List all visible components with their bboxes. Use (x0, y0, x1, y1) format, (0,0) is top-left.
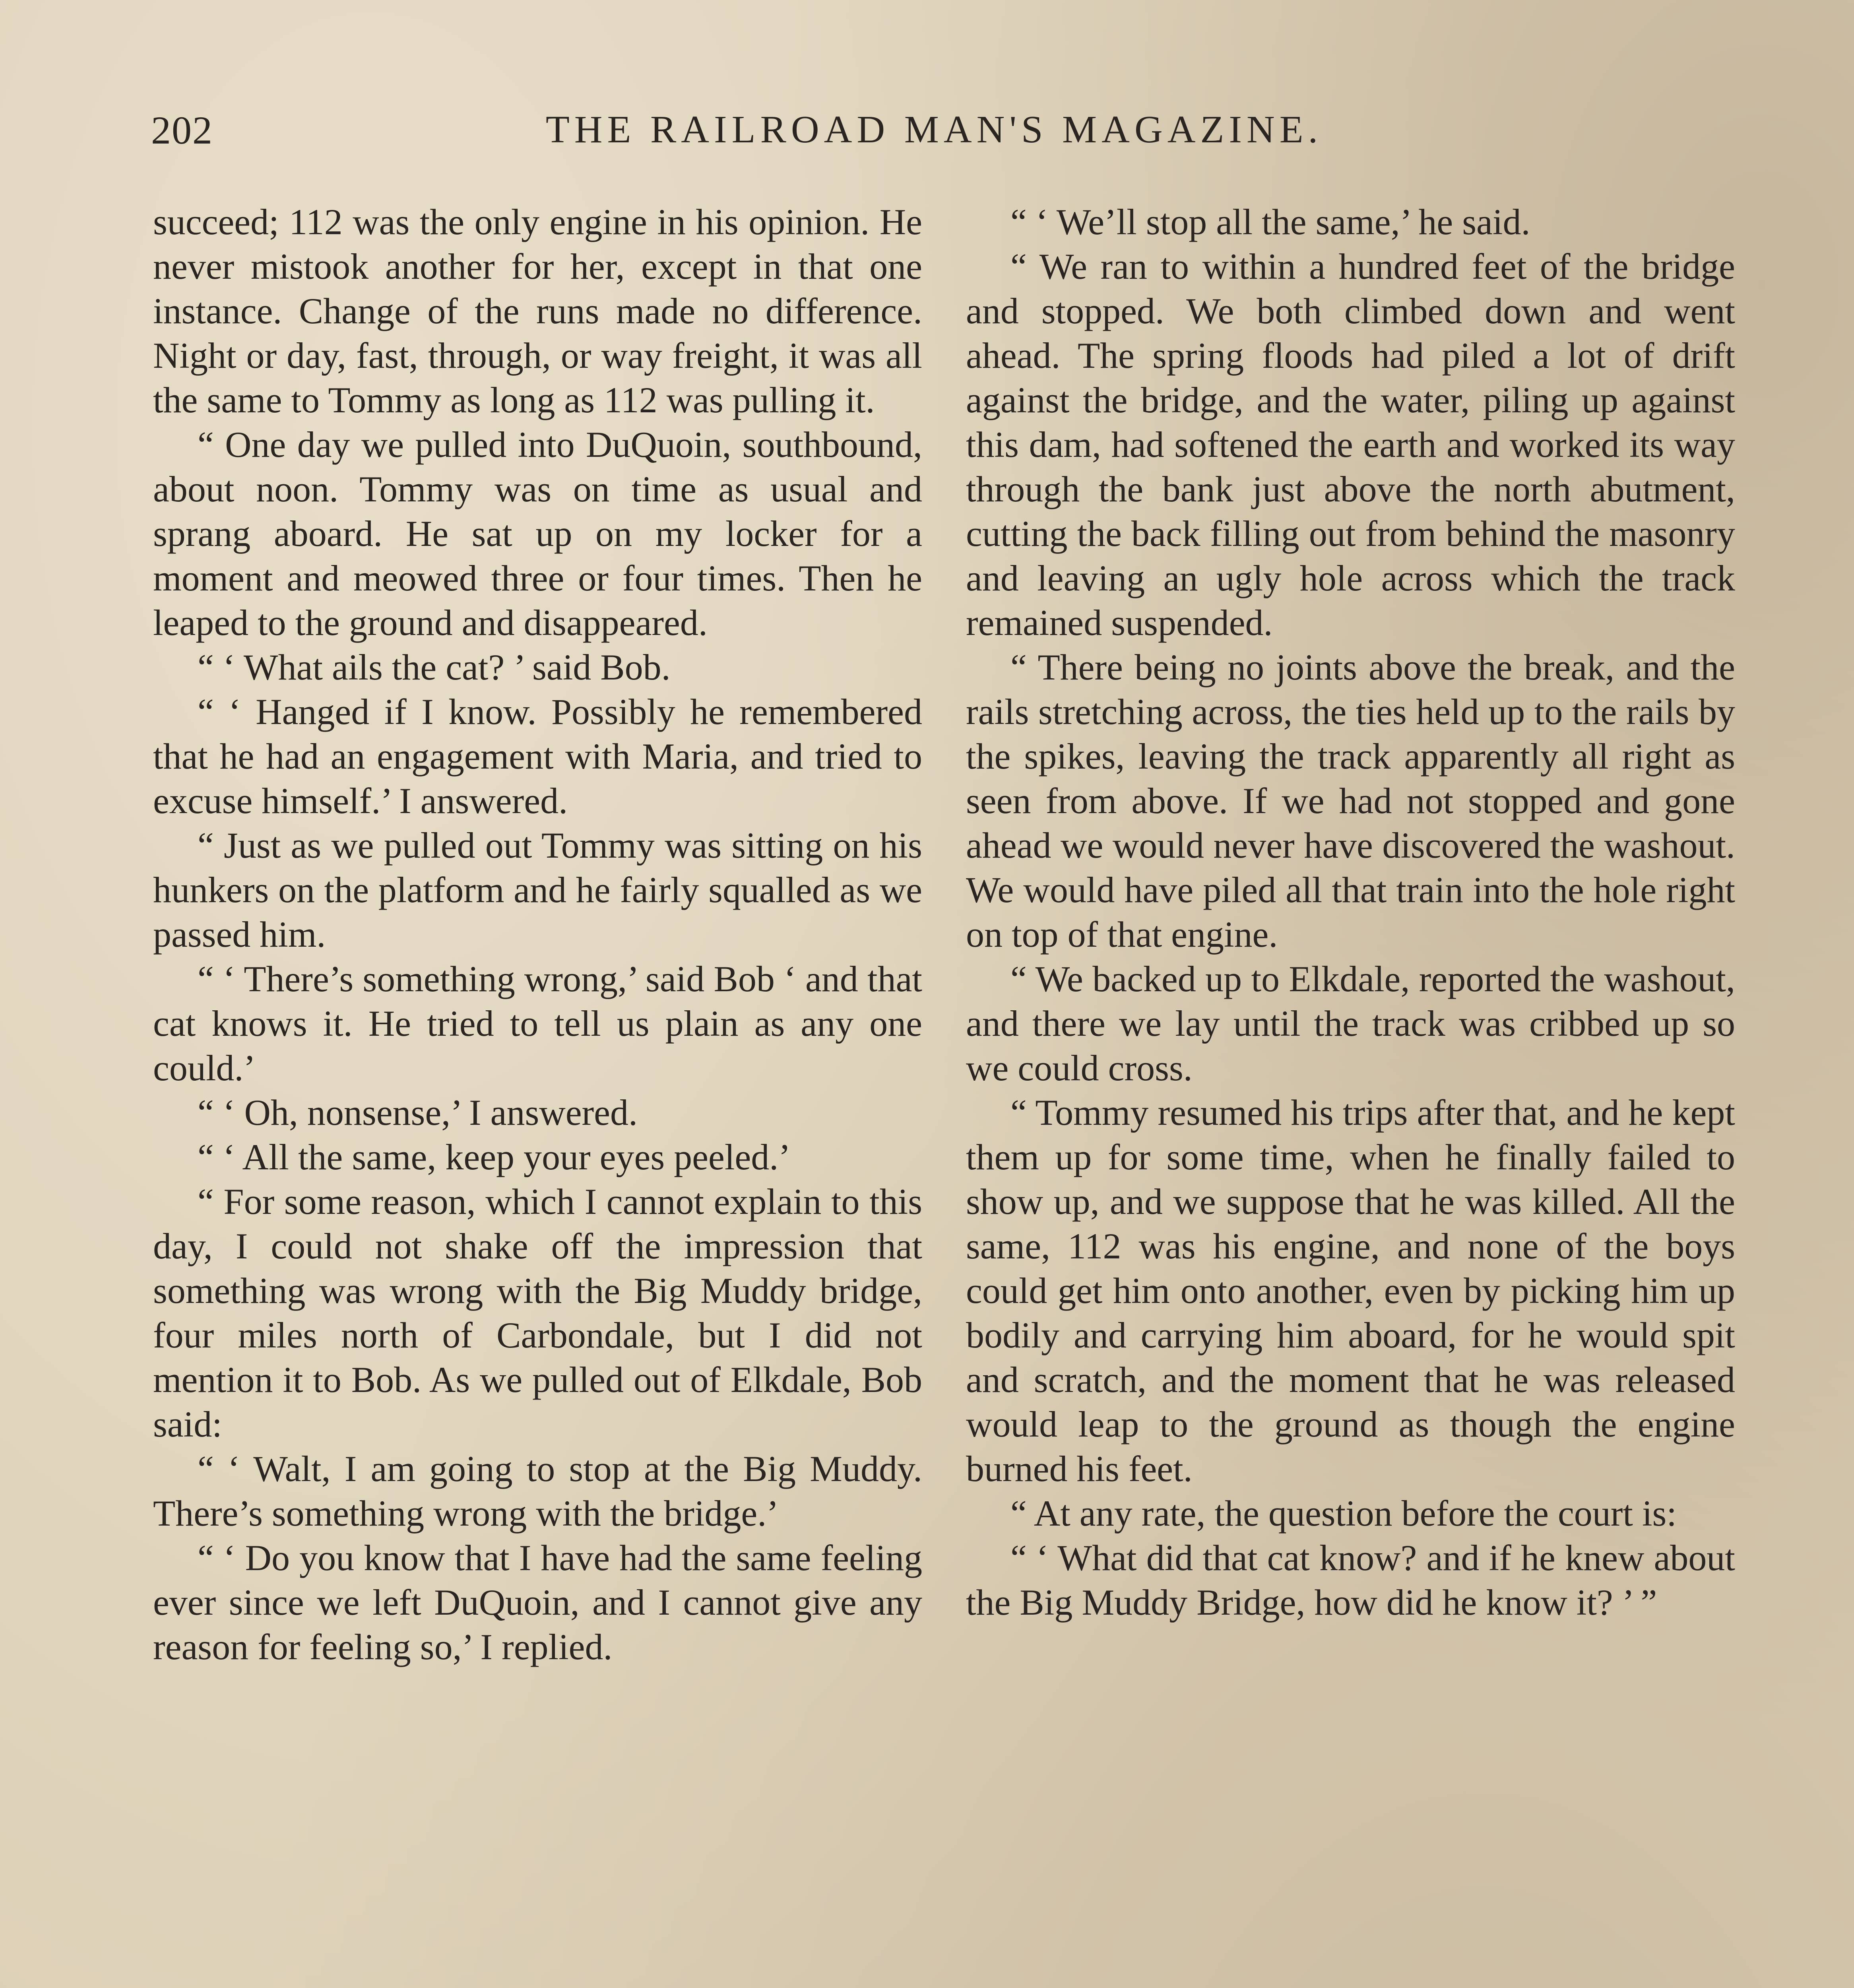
paragraph: “ ‘ What ails the cat? ’ said Bob. (198, 647, 671, 687)
paragraph: “ ‘ Do you know that I have had the same feeling ever since we left DuQuoin, and I cannot give any reason for feeling so,’ I replied. (153, 1538, 922, 1667)
page-header (151, 107, 1717, 163)
paragraph: “ ‘ Walt, I am going to stop at the Big Muddy. There’s something wrong with the bridge.’ (153, 1448, 922, 1534)
paragraph: “ For some reason, which I cannot explain to this day, I could not shake off the impression that something was wrong with the Big Muddy bridge, four miles north of Carbondale, but I did not mention it to Bob. As we pulled out of Elkdale, Bob said: (153, 1181, 922, 1444)
paragraph: “ ‘ Hanged if I know. Possibly he remembered that he had an engagement with Maria, and tried to excuse himself.’ I answered. (153, 691, 922, 821)
page-number: 202 (151, 108, 213, 152)
paragraph: “ There being no joints above the break, and the rails stretching across, the ties held up to the rails by the spikes, leaving the track apparently all right as seen from above. If we had not stopped and gone ahead we would never have discovered the washout. We would have piled all that train into the hole right on top of that engine. (966, 647, 1735, 955)
paragraph: “ One day we pulled into DuQuoin, southbound, about noon. Tommy was on time as usual and sprang aboard. He sat up on my locker for a moment and meowed three or four times. Then he leaped to the ground and disappeared. (153, 424, 922, 643)
paragraph: “ ‘ All the same, keep your eyes peeled.’ (198, 1137, 791, 1177)
paragraph: succeed; 112 was the only engine in his opinion. He never mistook another for her, except in that one instance. Change of the runs made no difference. Night or day, fast, through, or way freight, it was all the same to Tommy as long as 112 was pulling it. (153, 202, 922, 420)
running-title: THE RAILROAD MAN'S MAGAZINE. (545, 108, 1323, 151)
paragraph: “ ‘ Oh, nonsense,’ I answered. (198, 1092, 638, 1133)
story-left-column (153, 200, 922, 1669)
paragraph: “ ‘ We’ll stop all the same,’ he said. (1010, 202, 1530, 242)
story-right-column (966, 200, 1735, 1625)
paragraph: “ At any rate, the question before the court is: (1010, 1493, 1677, 1534)
paragraph: “ We ran to within a hundred feet of the bridge and stopped. We both climbed down and went ahead. The spring floods had piled a lot of drift against the bridge, and the water, piling up against this dam, had softened the earth and worked its way through the bank just above the north abutment, cutting the back filling out from behind the masonry and leaving an ugly hole across which the track remained suspended. (966, 246, 1735, 643)
paragraph: “ ‘ There’s something wrong,’ said Bob ‘ and that cat knows it. He tried to tell us plain as any one could.’ (153, 959, 922, 1088)
paragraph: “ We backed up to Elkdale, reported the washout, and there we lay until the track was cribbed up so we could cross. (966, 959, 1735, 1088)
paragraph: “ Just as we pulled out Tommy was sitting on his hunkers on the platform and he fairly squalled as we passed him. (153, 825, 922, 955)
paragraph: “ Tommy resumed his trips after that, and he kept them up for some time, when he finally failed to show up, and we suppose that he was killed. All the same, 112 was his engine, and none of the boys could get him onto another, even by picking him up bodily and carrying him aboard, for he would spit and scratch, and the moment that he was released would leap to the ground as though the engine burned his feet. (966, 1092, 1735, 1489)
paragraph: “ ‘ What did that cat know? and if he knew about the Big Muddy Bridge, how did he know it? ’ ” (966, 1538, 1735, 1623)
